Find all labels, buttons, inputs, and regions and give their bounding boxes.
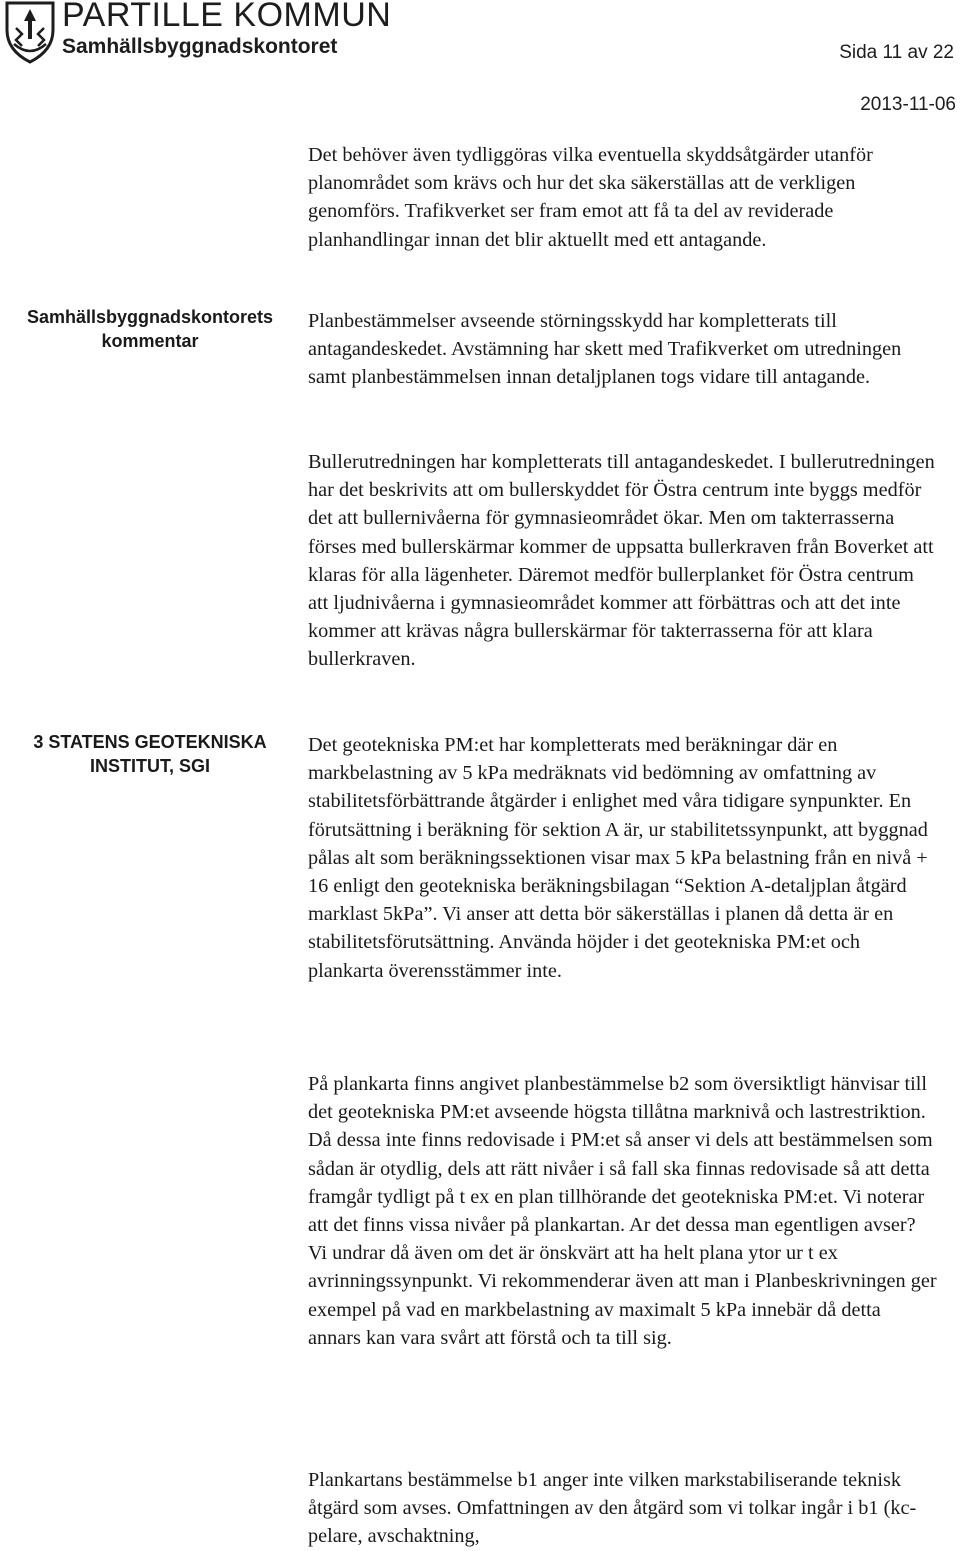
sgi-heading: 3 STATENS GEOTEKNISKA INSTITUT, SGI <box>33 732 267 776</box>
paragraph-planbestammelser: Planbestämmelser avseende störningsskydd har kompletterats till antagandeskedet. Avstämning har skett med Trafikverket om utredningen samt planbestämmelsen innan detaljplanen togs vidare till antagande. <box>308 310 902 389</box>
organization-name: PARTILLE KOMMUN <box>62 0 392 34</box>
paragraph-trafikverket-request: Det behöver även tydliggöras vilka eventuella skyddsåtgärder utanför planområdet som krävs och hur det ska säkerställas att de verkligen genomförs. Trafikverket ser fram emot att få ta del av reviderade planhandlingar innan det blir aktuellt med ett antagande. <box>308 144 873 251</box>
page-number: Sida 11 av 22 <box>839 42 954 63</box>
comment-heading: Samhällsbyggnadskontorets kommentar <box>26 307 274 351</box>
department-name: Samhällsbyggnadskontoret <box>62 35 338 58</box>
paragraph-bullerutredning: Bullerutredningen har kompletterats till antagandeskedet. I bullerutredningen har det beskrivits att om bullerskyddet för Östra centrum inte byggs medför det att bullernivåerna för gymnasieområdet ökar. Men om takterrasserna förses med bullerskärmar kommer de uppsatta bullerkraven från Boverket att klaras för alla lägenheter. Däremot medför bullerplanket för Östra centrum att ljudnivåerna i gymnasieområdet kommer att förbättras och att det inte kommer att krävas några bullerskärmar för takterrasserna för att klara bullerkraven. <box>308 451 935 671</box>
paragraph-plankarta-b1: Plankartans bestämmelse b1 anger inte vilken markstabiliserande teknisk åtgärd som avses. Omfattningen av den åtgärd som vi tolkar ingår i b1 (kc-pelare, avschaktning, <box>308 1469 917 1548</box>
document-date: 2013-11-06 <box>860 94 956 115</box>
paragraph-plankarta-b2: På plankarta finns angivet planbestämmelse b2 som översiktligt hänvisar till det geotekniska PM:et avseende högsta tillåtna marknivå och lastrestriktion. Då dessa inte finns redovisade i PM:et så anser vi dels att bestämmelsen som sådan är otydlig, dels att rätt nivåer i så fall ska finnas redovisade så att detta framgår tydligt på t ex en plan tillhörande det geotekniska PM:et. Vi noterar att det finns vissa nivåer på plankartan. Ar det dessa man egentligen avser? Vi undrar då även om det är önskvärt att ha helt plana ytor ur t ex avrinningssynpunkt. Vi rekommenderar även att man i Planbeskrivningen ger exempel på vad en markbelastning av maximalt 5 kPa innebär då detta annars kan vara svårt att förstå och ta till sig. <box>308 1073 937 1349</box>
paragraph-geotekniska-pm: Det geotekniska PM:et har kompletterats med beräkningar där en markbelastning av 5 kPa medräknats vid bedömning av omfattning av stabilitetsförbättrande åtgärder i enlighet med våra tidigare synpunkter. En förutsättning i beräkning för sektion A är, ur stabilitetssynpunkt, att byggnad pålas alt som beräkningssektionen visar max 5 kPa belastning från en nivå + 16 enligt den geotekniska beräkningsbilagan “Sektion A-detaljplan åtgärd marklast 5kPa”. Vi anser att detta bör säkerställas i planen då detta är en stabilitetsförutsättning. Använda höjder i det geotekniska PM:et och plankarta överensstämmer inte. <box>308 734 928 982</box>
partille-coat-of-arms-icon <box>4 0 56 64</box>
